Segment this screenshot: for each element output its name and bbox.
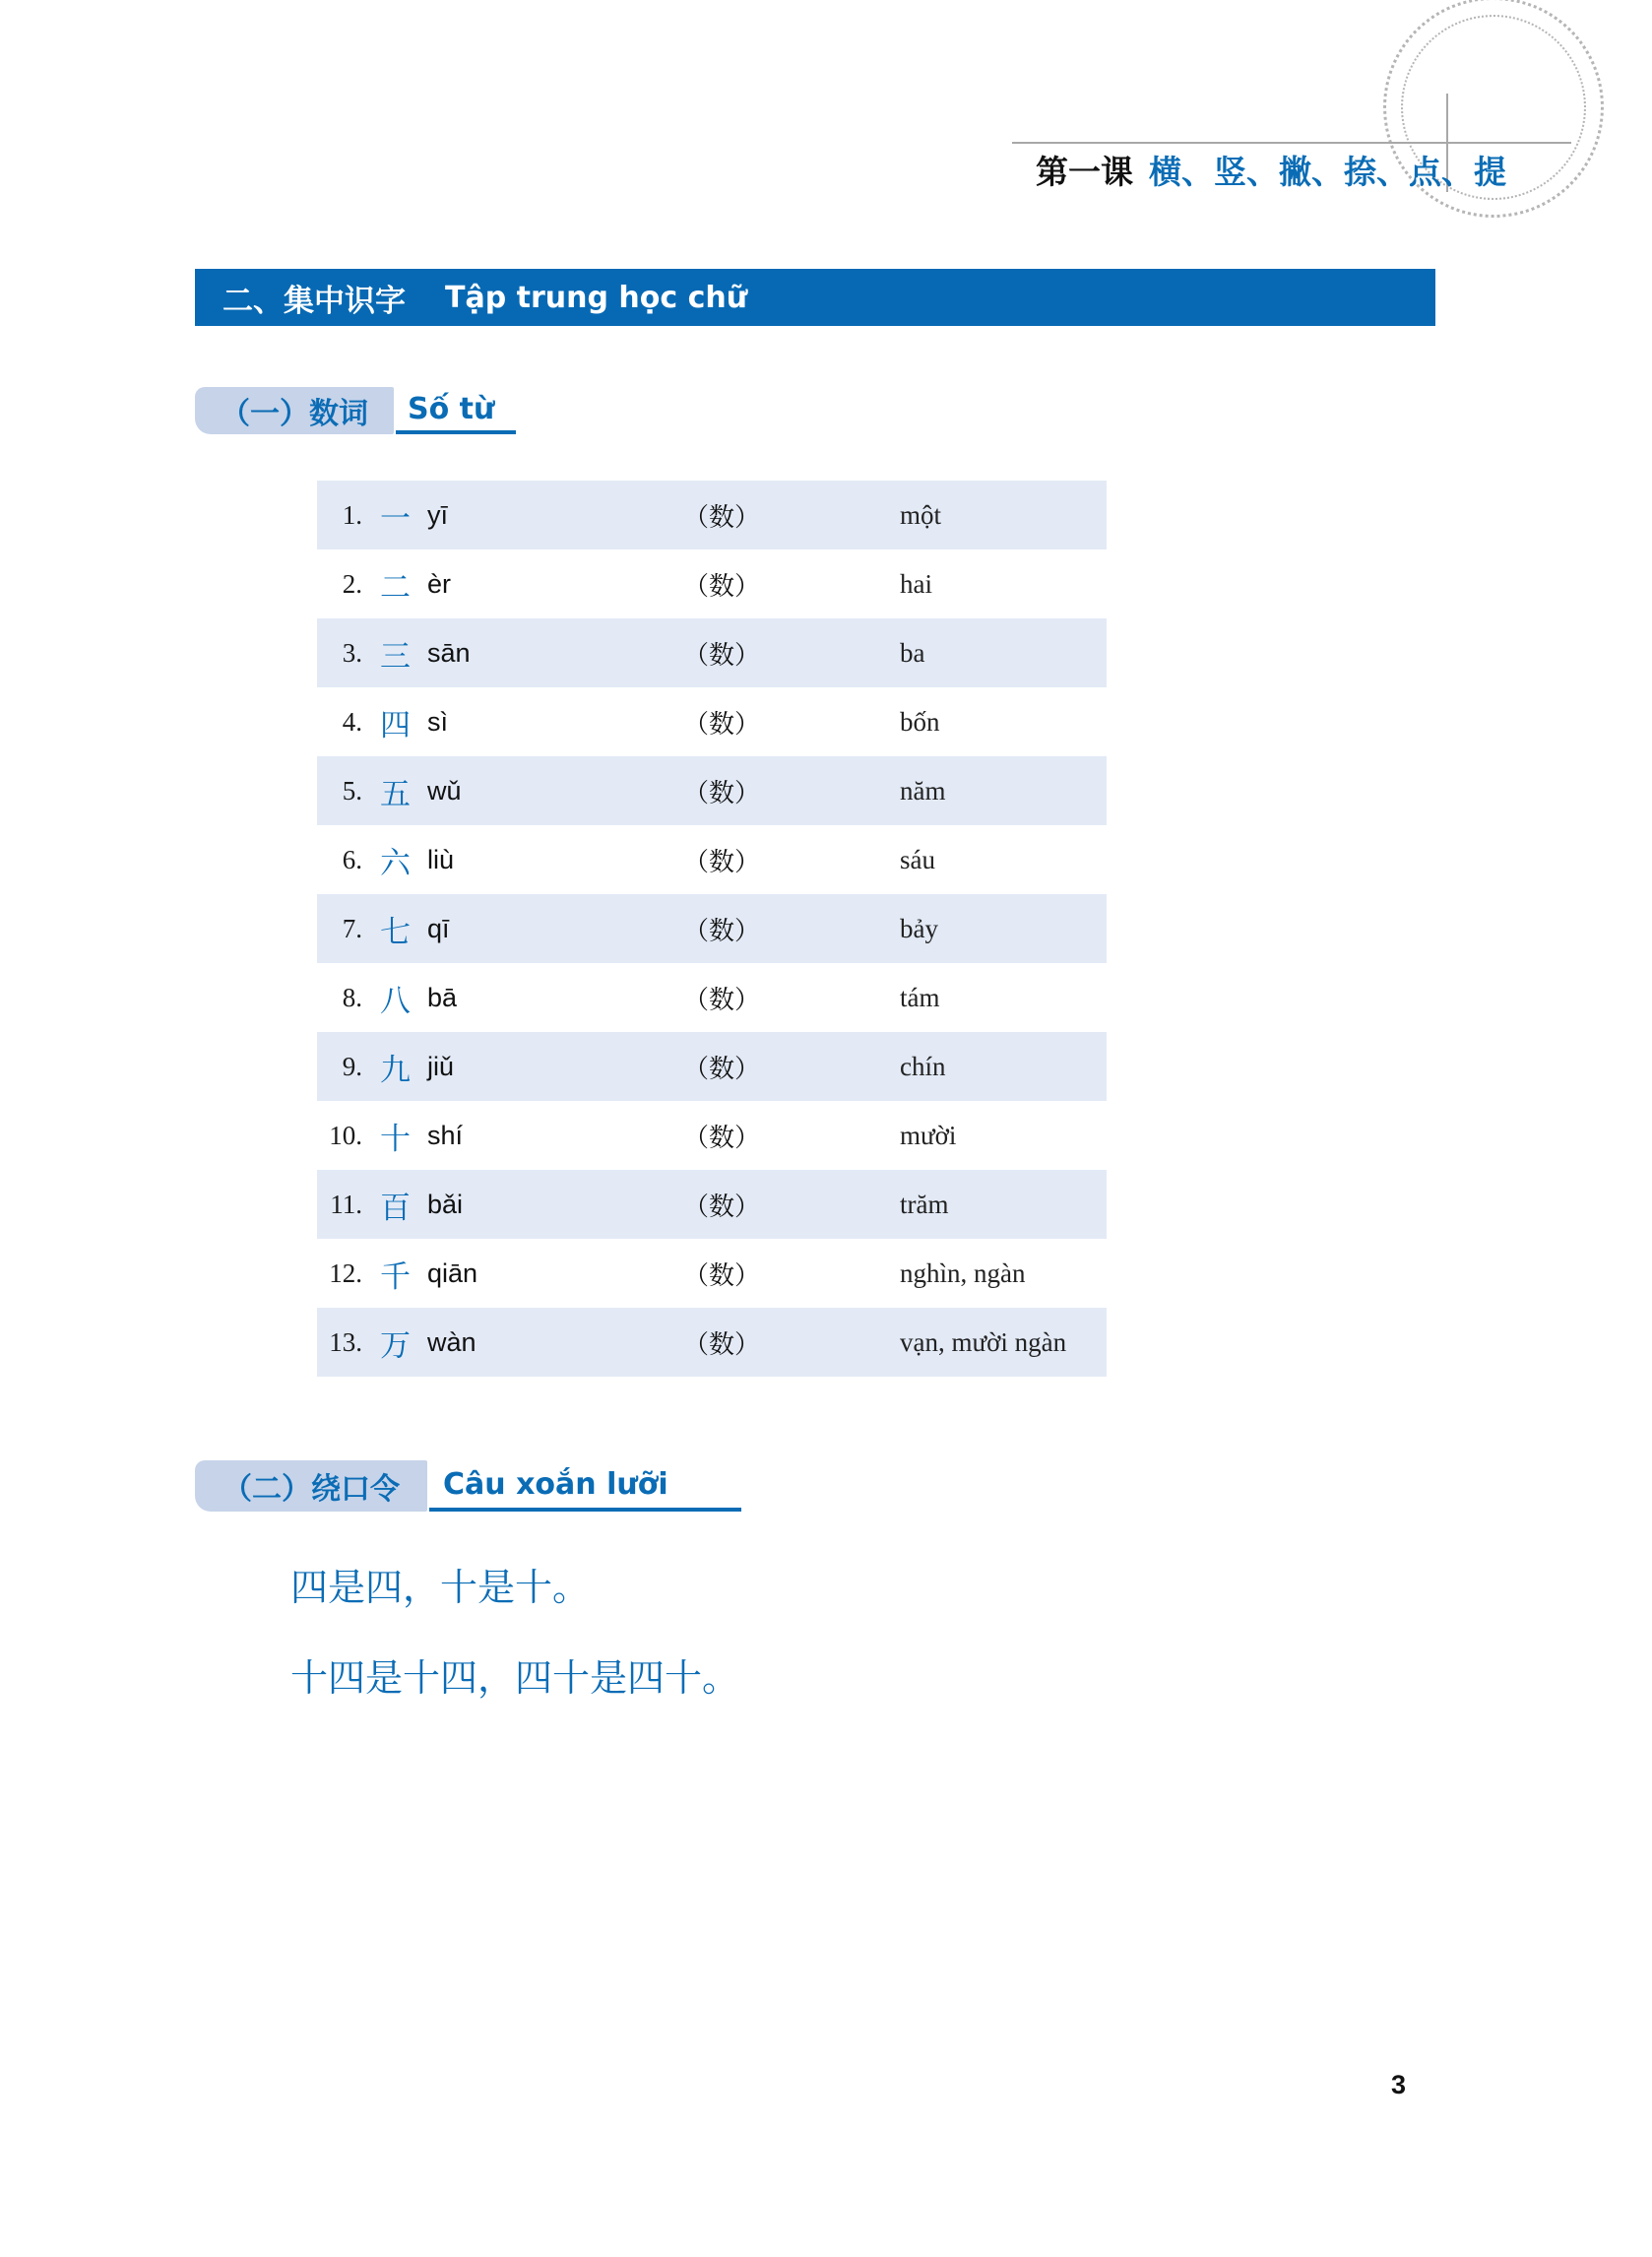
vietnamese-translation: chín [900, 1051, 946, 1081]
hanzi-character: 万 [380, 1327, 411, 1364]
row-index: 9. [342, 1051, 362, 1081]
hanzi-character: 四 [380, 707, 411, 743]
row-index: 4. [342, 706, 362, 737]
tongue-twister-line: 四是四，十是十。 [290, 1566, 591, 1609]
vietnamese-translation: nghìn, ngàn [900, 1257, 1026, 1288]
subsection-header-tongue-twister [195, 1460, 741, 1512]
lesson-title: 横、竖、撇、捺、点、提 [1149, 153, 1506, 191]
row-index: 10. [329, 1120, 362, 1150]
vietnamese-translation: tám [900, 982, 940, 1012]
row-index: 1. [342, 499, 362, 530]
part-of-speech-label: （数） [683, 985, 761, 1015]
row-index: 8. [342, 982, 362, 1012]
part-of-speech-label: （数） [683, 709, 761, 740]
table-row [317, 825, 1107, 894]
section-banner [195, 269, 1435, 326]
banner-chinese-title: 二、集中识字 [222, 283, 406, 319]
row-index: 6. [342, 844, 362, 874]
hanzi-character: 五 [380, 776, 411, 812]
tongue-twister-text [290, 1568, 739, 1700]
pinyin: bǎi [427, 1189, 464, 1219]
hanzi-character: 八 [380, 983, 411, 1019]
number-table [317, 481, 1107, 1377]
vietnamese-translation: năm [900, 775, 946, 806]
subsection-chinese-tag: （二）绕口令 [195, 1460, 427, 1512]
pinyin: sì [427, 706, 449, 737]
vietnamese-translation: bảy [900, 913, 938, 943]
vietnamese-translation: một [900, 499, 942, 530]
hanzi-character: 一 [380, 500, 411, 537]
pinyin: bā [427, 982, 458, 1012]
subsection-header-numerals [195, 387, 516, 434]
part-of-speech-label: （数） [683, 640, 761, 671]
row-index: 13. [329, 1326, 362, 1357]
pinyin: jiǔ [427, 1051, 455, 1081]
vietnamese-translation: vạn, mười ngàn [900, 1326, 1067, 1357]
pinyin: wàn [427, 1326, 477, 1357]
table-row [317, 963, 1107, 1032]
pinyin: qiān [427, 1257, 478, 1288]
table-row [317, 1239, 1107, 1308]
hanzi-character: 十 [380, 1121, 411, 1157]
part-of-speech-label: （数） [683, 778, 761, 808]
table-row [317, 1032, 1107, 1101]
subsection-vietnamese-tag: Câu xoắn lưỡi [429, 1460, 741, 1512]
row-index: 2. [342, 568, 362, 599]
table-row [317, 1308, 1107, 1377]
part-of-speech-label: （数） [683, 1329, 761, 1360]
banner-vietnamese-title: Tập trung học chữ [445, 280, 748, 315]
table-row [317, 756, 1107, 825]
subsection-chinese-tag: （一）数词 [195, 387, 394, 434]
hanzi-character: 百 [380, 1190, 411, 1226]
row-index: 12. [329, 1257, 362, 1288]
vietnamese-translation: bốn [900, 706, 940, 737]
vietnamese-translation: trăm [900, 1189, 949, 1219]
part-of-speech-label: （数） [683, 1192, 761, 1222]
pinyin: liù [427, 844, 455, 874]
hanzi-character: 三 [380, 638, 411, 675]
subsection-vietnamese-tag: Số từ [396, 387, 516, 434]
vietnamese-translation: sáu [900, 844, 935, 874]
row-index: 11. [330, 1189, 362, 1219]
part-of-speech-label: （数） [683, 916, 761, 946]
pinyin: èr [427, 568, 452, 599]
hanzi-character: 六 [380, 845, 411, 881]
part-of-speech-label: （数） [683, 571, 761, 602]
table-row [317, 894, 1107, 963]
tongue-twister-line: 十四是十四，四十是四十。 [290, 1655, 740, 1700]
table-row [317, 1170, 1107, 1239]
row-index: 7. [342, 913, 362, 943]
pinyin: shí [427, 1120, 464, 1150]
row-index: 5. [342, 775, 362, 806]
part-of-speech-label: （数） [683, 1054, 761, 1084]
pinyin: yī [427, 499, 449, 530]
table-row [317, 549, 1107, 618]
table-row [317, 481, 1107, 549]
row-index: 3. [342, 637, 362, 668]
part-of-speech-label: （数） [683, 847, 761, 877]
part-of-speech-label: （数） [683, 1260, 761, 1291]
pinyin: sān [427, 637, 471, 668]
table-row [317, 687, 1107, 756]
hanzi-character: 二 [380, 569, 411, 606]
table-row [317, 618, 1107, 687]
header-horizontal-rule [1012, 142, 1571, 144]
hanzi-character: 九 [380, 1052, 411, 1088]
pinyin: qī [427, 913, 450, 943]
vietnamese-translation: mười [900, 1120, 957, 1150]
hanzi-character: 千 [380, 1258, 411, 1295]
hanzi-character: 七 [380, 914, 411, 950]
vietnamese-translation: ba [900, 637, 925, 668]
pinyin: wǔ [427, 775, 462, 806]
vietnamese-translation: hai [900, 568, 932, 599]
table-row [317, 1101, 1107, 1170]
lesson-header [1036, 147, 1506, 193]
lesson-number-label: 第一课 [1036, 153, 1133, 191]
part-of-speech-label: （数） [683, 502, 761, 533]
page-number: 3 [1391, 2070, 1407, 2099]
part-of-speech-label: （数） [683, 1123, 761, 1153]
